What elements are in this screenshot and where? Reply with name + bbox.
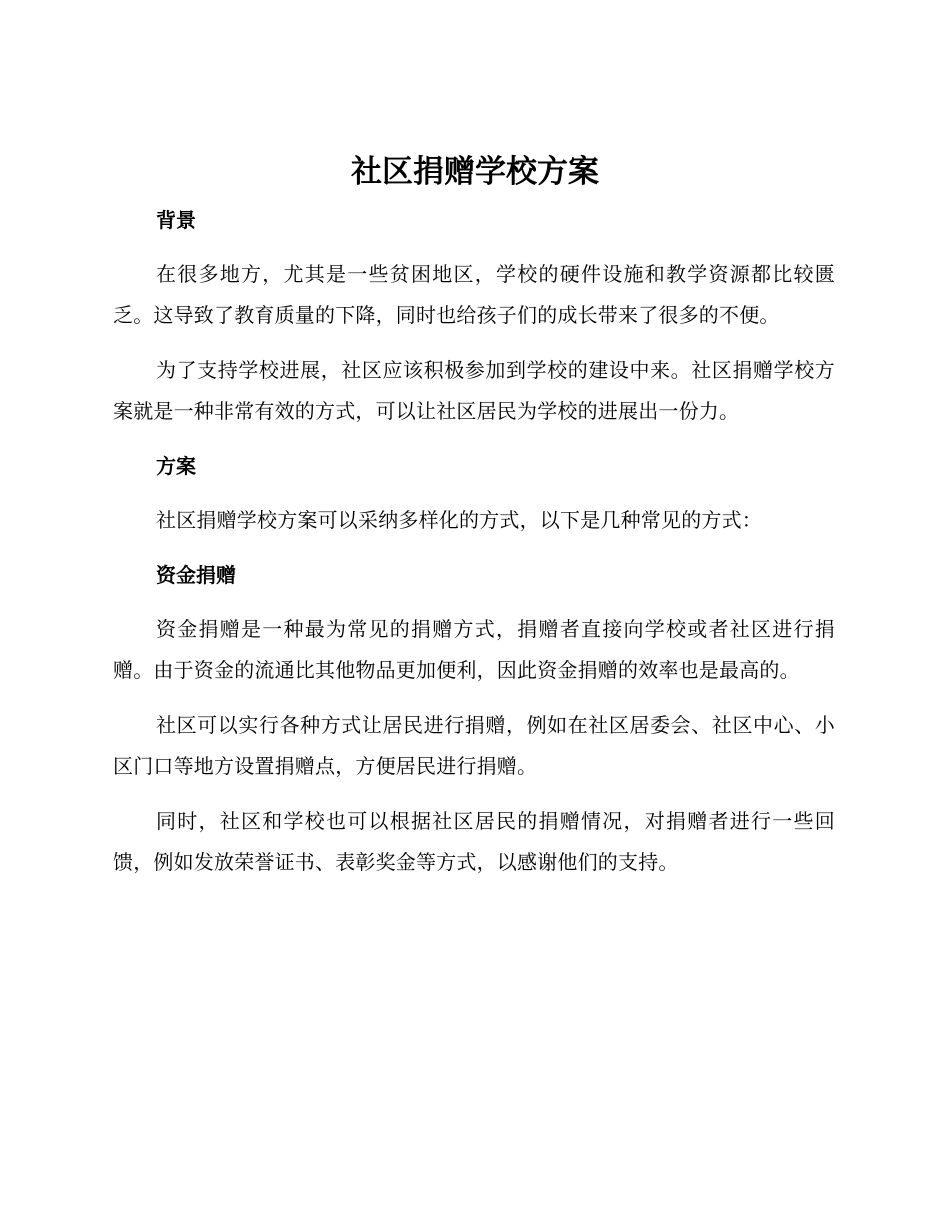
- paragraph-background-1: 在很多地方，尤其是一些贫困地区，学校的硬件设施和教学资源都比较匮乏。这导致了教育质量的下降，同时也给孩子们的成长带来了很多的不便。: [113, 262, 835, 327]
- paragraph-funds-2: 社区可以实行各种方式让居民进行捐赠，例如在社区居委会、社区中心、小区门口等地方设置捐赠点，方便居民进行捐赠。: [113, 713, 835, 778]
- paragraph-funds-1: 资金捐赠是一种最为常见的捐赠方式，捐赠者直接向学校或者社区进行捐赠。由于资金的流通比其他物品更加便利，因此资金捐赠的效率也是最高的。: [113, 617, 835, 682]
- paragraph-plan-1: 社区捐赠学校方案可以采纳多样化的方式，以下是几种常见的方式：: [156, 508, 762, 532]
- section-heading-plan: 方案: [156, 454, 196, 478]
- document-title: 社区捐赠学校方案: [351, 154, 599, 190]
- document-body: [113, 200, 835, 897]
- section-heading-funds: 资金捐赠: [156, 563, 236, 587]
- paragraph-funds-3: 同时，社区和学校也可以根据社区居民的捐赠情况，对捐赠者进行一些回馈，例如发放荣誉证书、表彰奖金等方式，以感谢他们的支持。: [113, 809, 835, 874]
- section-heading-background: 背景: [156, 208, 196, 232]
- paragraph-background-2: 为了支持学校进展，社区应该积极参加到学校的建设中来。社区捐赠学校方案就是一种非常有效的方式，可以让社区居民为学校的进展出一份力。: [113, 358, 835, 423]
